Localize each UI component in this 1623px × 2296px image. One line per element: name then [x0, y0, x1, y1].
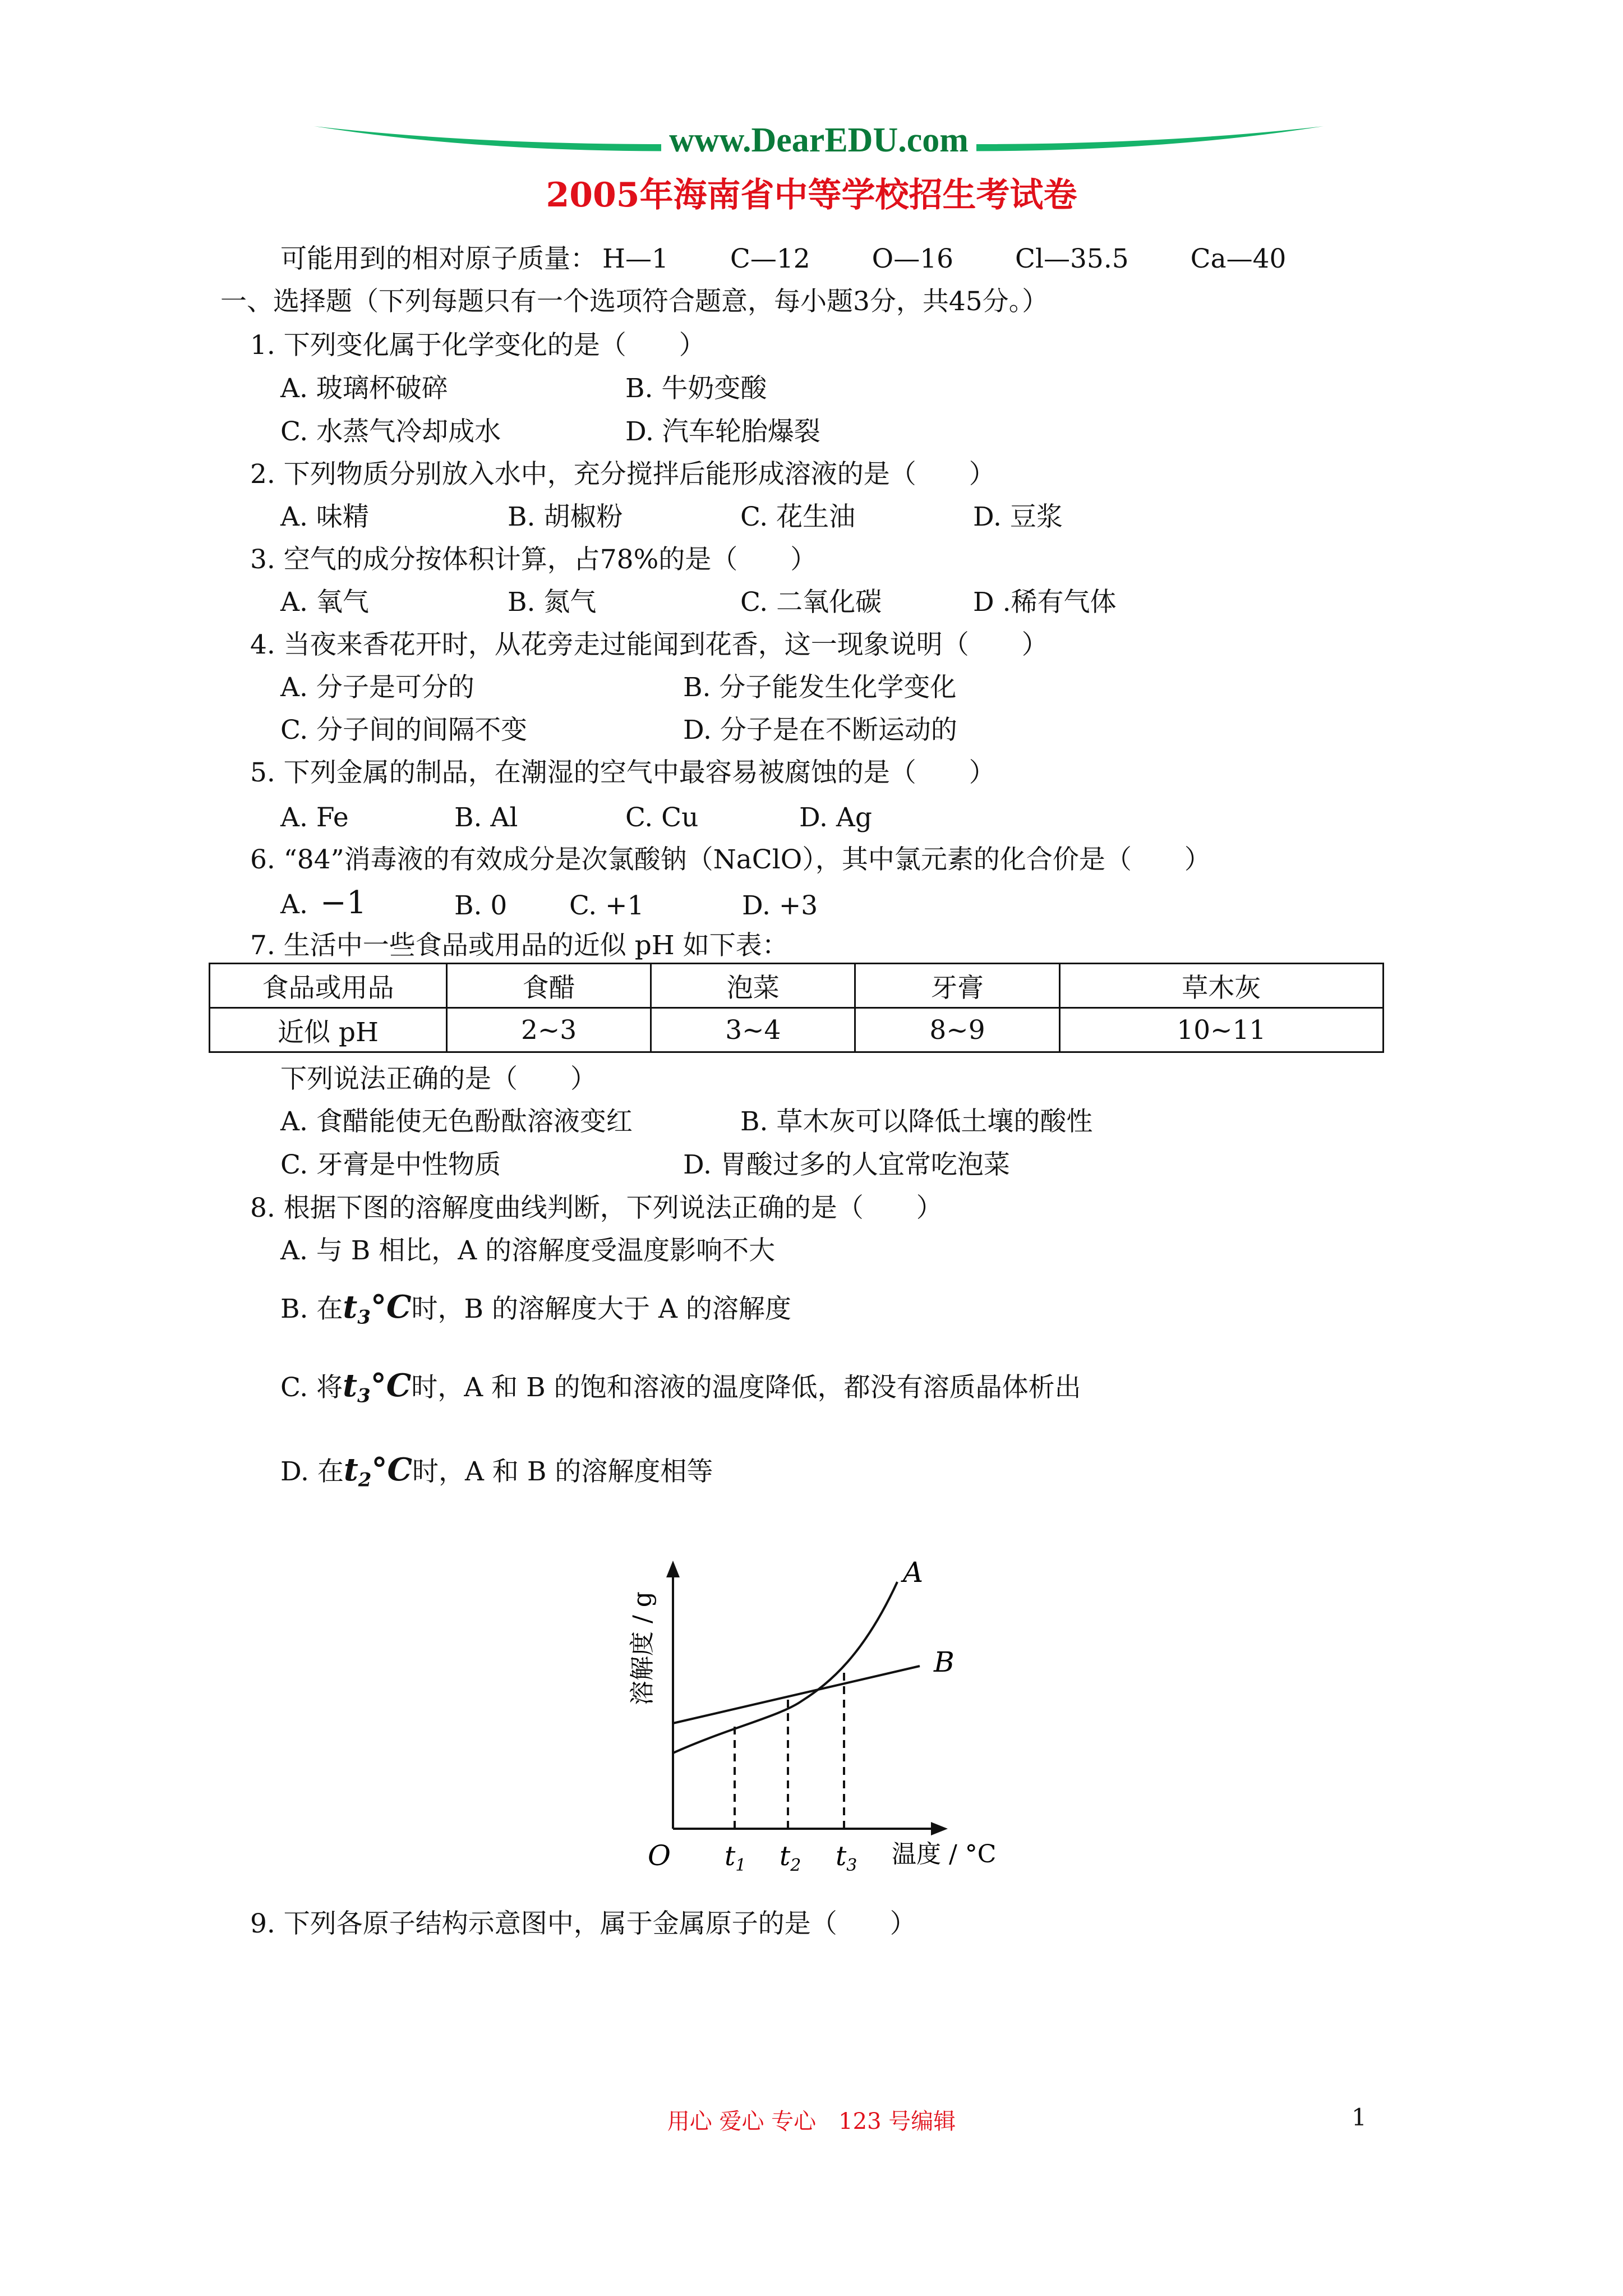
q7-option-d[interactable]: D. 胃酸过多的人宜常吃泡菜: [683, 1149, 1010, 1180]
table-cell: 食品或用品: [210, 964, 447, 1008]
q6-option-d[interactable]: D. +3: [742, 890, 818, 921]
q4-option-a[interactable]: A. 分子是可分的: [280, 672, 474, 703]
q2-option-a[interactable]: A. 味精: [280, 501, 369, 532]
q8-option-d-text: 时，A 和 B 的溶解度相等: [412, 1456, 713, 1487]
q7-option-b[interactable]: B. 草木灰可以降低土壤的酸性: [740, 1106, 1093, 1137]
mass-o: O—16: [872, 243, 954, 274]
q8-option-b-text: 时，B 的溶解度大于 A 的溶解度: [411, 1294, 791, 1324]
q1-stem: 1. 下列变化属于化学变化的是（ ）: [250, 330, 706, 361]
q8-option-c-t: t: [343, 1367, 358, 1404]
q3-option-b[interactable]: B. 氮气: [508, 587, 597, 618]
q1-option-c[interactable]: C. 水蒸气冷却成水: [280, 416, 501, 447]
table-cell: 10~11: [1059, 1008, 1383, 1052]
q2-stem: 2. 下列物质分别放入水中，充分搅拌后能形成溶液的是（ ）: [250, 459, 995, 490]
q1-option-a[interactable]: A. 玻璃杯破碎: [280, 373, 448, 404]
curve-b: [673, 1666, 920, 1723]
curve-b-label: B: [934, 1646, 955, 1678]
table-cell: 8~9: [855, 1008, 1059, 1052]
q2-option-d[interactable]: D. 豆浆: [973, 501, 1063, 532]
page-number: 1: [1352, 2104, 1367, 2131]
mass-c: C—12: [730, 243, 810, 274]
q7-option-c[interactable]: C. 牙膏是中性物质: [280, 1149, 501, 1180]
q8-option-d-prefix: D. 在: [280, 1456, 344, 1487]
q6-option-a[interactable]: [280, 886, 366, 922]
q5-option-d[interactable]: D. Ag: [799, 802, 872, 833]
table-cell: 3~4: [651, 1008, 855, 1052]
q8-option-d-sub: 2: [358, 1469, 372, 1492]
q3-option-c[interactable]: C. 二氧化碳: [740, 587, 882, 618]
ph-table: [209, 963, 1384, 1053]
q8-option-d[interactable]: [280, 1453, 713, 1497]
q3-option-a[interactable]: A. 氧气: [280, 587, 369, 618]
table-cell: 近似 pH: [210, 1008, 447, 1052]
q9-stem: 9. 下列各原子结构示意图中，属于金属原子的是（ ）: [250, 1908, 916, 1939]
y-axis-label: 溶解度 / g: [628, 1591, 657, 1705]
q8-option-c[interactable]: [280, 1369, 1081, 1412]
y-axis-arrow-icon: [666, 1561, 680, 1577]
q8-option-d-unit: °C: [371, 1451, 413, 1488]
q8-stem: 8. 根据下图的溶解度曲线判断，下列说法正确的是（ ）: [250, 1193, 943, 1223]
q8-option-b-sub: 3: [357, 1306, 371, 1329]
q8-option-c-sub: 3: [357, 1384, 371, 1407]
q8-option-b-unit: °C: [370, 1289, 412, 1326]
q6-option-b[interactable]: B. 0: [454, 890, 508, 921]
q7-option-a[interactable]: A. 食醋能使无色酚酞溶液变红: [280, 1106, 633, 1137]
q7-stem: 7. 生活中一些食品或用品的近似 pH 如下表：: [250, 930, 789, 961]
curve-a: [673, 1582, 897, 1753]
table-cell: 牙膏: [855, 964, 1059, 1008]
curve-a-label: A: [903, 1559, 924, 1589]
q5-option-c[interactable]: C. Cu: [625, 802, 699, 833]
footer-text: 用心 爱心 专心 123 号编辑: [667, 2109, 956, 2134]
q5-stem: 5. 下列金属的制品，在潮湿的空气中最容易被腐蚀的是（ ）: [250, 757, 995, 788]
q4-option-d[interactable]: D. 分子是在不断运动的: [683, 715, 957, 746]
table-cell: 2~3: [447, 1008, 651, 1052]
table-cell: 食醋: [447, 964, 651, 1008]
q2-option-b[interactable]: B. 胡椒粉: [508, 501, 623, 532]
section-heading: 一、选择题（下列每题只有一个选项符合题意，每小题3分，共45分。）: [220, 286, 1049, 317]
q1-option-b[interactable]: B. 牛奶变酸: [625, 373, 767, 404]
q8-option-b[interactable]: [280, 1290, 791, 1334]
q5-option-a[interactable]: A. Fe: [280, 802, 349, 833]
site-logo[interactable]: www.DearEDU.com: [314, 115, 1324, 165]
q3-stem: 3. 空气的成分按体积计算，占78%的是（ ）: [250, 544, 817, 575]
q6-option-a-value: −1: [320, 885, 367, 921]
t1-label: $t_1$: [725, 1841, 746, 1875]
q6-option-a-prefix: A.: [280, 889, 308, 920]
t2-label: $t_2$: [780, 1841, 801, 1875]
mass-cl: Cl—35.5: [1015, 243, 1129, 274]
q8-option-b-prefix: B. 在: [280, 1294, 343, 1324]
page-title: 2005年海南省中等学校招生考试卷: [546, 176, 1077, 215]
header-banner: [314, 115, 1324, 165]
q4-option-c[interactable]: C. 分子间的间隔不变: [280, 715, 528, 746]
atomic-mass-label: 可能用到的相对原子质量：: [280, 243, 597, 274]
q5-option-b[interactable]: B. Al: [454, 802, 518, 833]
x-axis-label: 温度 / °C: [892, 1840, 997, 1869]
table-cell: 泡菜: [651, 964, 855, 1008]
q3-option-d[interactable]: D .稀有气体: [973, 587, 1117, 618]
x-axis-arrow-icon: [931, 1822, 948, 1835]
q4-option-b[interactable]: B. 分子能发生化学变化: [683, 672, 957, 703]
q2-option-c[interactable]: C. 花生油: [740, 501, 856, 532]
q8-option-d-t: t: [343, 1451, 358, 1488]
q8-option-c-text: 时，A 和 B 的饱和溶液的温度降低，都没有溶质晶体析出: [411, 1372, 1081, 1403]
q8-option-a[interactable]: A. 与 B 相比，A 的溶解度受温度影响不大: [280, 1235, 776, 1266]
mass-ca: Ca—40: [1190, 243, 1287, 274]
q8-option-c-unit: °C: [370, 1367, 412, 1404]
q4-stem: 4. 当夜来香花开时，从花旁走过能闻到花香，这一现象说明（ ）: [250, 629, 1048, 660]
atomic-mass-line: [280, 242, 1348, 276]
mass-h: H—1: [602, 243, 668, 274]
q6-stem: 6. “84”消毒液的有效成分是次氯酸钠（NaClO），其中氯元素的化合价是（ ）: [250, 844, 1211, 875]
q8-option-c-prefix: C. 将: [280, 1372, 343, 1403]
q7-sub-stem: 下列说法正确的是（ ）: [280, 1064, 597, 1094]
table-row: [210, 1008, 1384, 1052]
table-row: [210, 964, 1384, 1008]
q8-option-b-t: t: [343, 1289, 358, 1326]
q1-option-d[interactable]: D. 汽车轮胎爆裂: [625, 416, 820, 447]
table-cell: 草木灰: [1059, 964, 1383, 1008]
q6-option-c[interactable]: C. +1: [569, 890, 644, 921]
origin-label: O: [648, 1839, 671, 1872]
t3-label: $t_3$: [836, 1841, 857, 1875]
solubility-figure: [617, 1559, 1021, 1896]
